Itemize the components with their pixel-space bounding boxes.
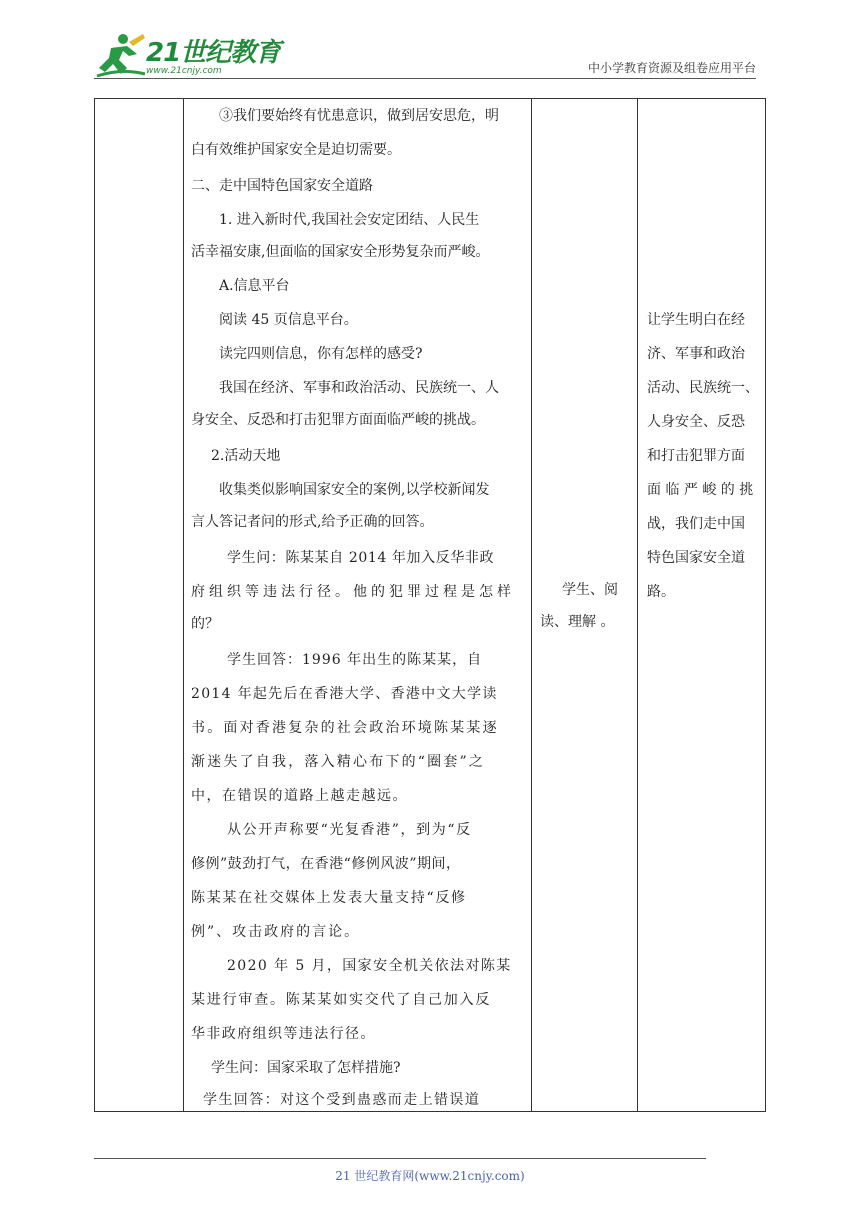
text-line: 陈某某在社交媒体上发表大量支持“反修: [191, 890, 467, 906]
column-divider: [531, 99, 532, 1111]
text-line: 华非政府组织等违法行径。: [191, 1026, 376, 1042]
text-line: 2020 年 5 月，国家安全机关依法对陈某: [227, 958, 512, 974]
column-divider: [183, 99, 184, 1111]
text-line: 中，在错误的道路上越走越远。: [191, 788, 408, 804]
text-line: 2.活动天地: [211, 448, 281, 464]
footer-link[interactable]: 21 世纪教育网(www.21cnjy.com): [335, 1169, 525, 1183]
column-divider: [637, 99, 638, 1111]
text-line: 例”、攻击政府的言论。: [191, 924, 361, 940]
text-line: 1. 进入新时代,我国社会安定团结、人民生: [219, 212, 480, 228]
text-line: 让学生明白在经: [647, 312, 745, 328]
text-line: 某进行审查。陈某某如实交代了自己加入反: [191, 992, 492, 1008]
text-line: 身安全、反恐和打击犯罪方面面临严峻的挑战。: [191, 412, 485, 428]
text-line: 活动、民族统一、: [647, 380, 759, 396]
text-line: 学生回答：对这个受到蛊惑而走上错误道: [203, 1092, 481, 1108]
header-divider: [94, 78, 756, 79]
text-line: 战，我们走中国: [647, 516, 745, 532]
text-line: 言人答记者问的形式,给予正确的回答。: [191, 514, 434, 530]
logo-wordmark: 21世纪教育: [146, 38, 281, 68]
text-line: A.信息平台: [219, 278, 290, 294]
text-line: 二、走中国特色国家安全道路: [191, 178, 373, 194]
text-line: 2014 年起先后在香港大学、香港中文大学读: [191, 686, 498, 702]
text-line: 修例”鼓劲打气，在香港“修例风波”期间，: [191, 856, 461, 872]
text-line: 的？: [191, 616, 219, 632]
text-line: 济、军事和政治: [647, 346, 745, 362]
text-line: 府组织等违法行径。他的犯罪过程是怎样: [191, 584, 515, 600]
text-line: 读、理解 。: [540, 614, 615, 630]
platform-title: 中小学教育资源及组卷应用平台: [587, 61, 756, 75]
logo-url: www.21cnjy.com: [146, 66, 222, 76]
text-line: 收集类似影响国家安全的案例,以学校新闻发: [219, 482, 490, 498]
text-line: 书。面对香港复杂的社会政治环境陈某某逐: [191, 720, 499, 736]
text-line: 学生问：陈某某自 2014 年加入反华非政: [227, 550, 495, 566]
text-line: 我国在经济、军事和政治活动、民族统一、人: [219, 380, 499, 396]
text-line: 和打击犯罪方面: [647, 448, 745, 464]
text-line: 渐迷失了自我，落入精心布下的“圈套”之: [191, 754, 486, 770]
text-line: 特色国家安全道: [647, 550, 745, 566]
text-line: 活幸福安康,但面临的国家安全形势复杂而严峻。: [191, 244, 490, 260]
lesson-table: [94, 98, 766, 1112]
text-line: 读完四则信息，你有怎样的感受?: [219, 346, 423, 362]
footer-divider: [94, 1158, 706, 1159]
text-line: 从公开声称要“光复香港”，到为“反: [227, 822, 472, 838]
text-line: 路。: [647, 584, 675, 600]
text-line: 学生问：国家采取了怎样措施?: [211, 1060, 401, 1076]
text-line: 面 临 严 峻 的 挑: [647, 482, 754, 498]
text-line: 人身安全、反恐: [647, 414, 745, 430]
text-line: 学生回答：1996 年出生的陈某某，自: [227, 652, 483, 668]
page-header: [0, 0, 860, 90]
text-line: 白有效维护国家安全是迫切需要。: [191, 142, 401, 158]
text-line: ③我们要始终有忧患意识，做到居安思危，明: [219, 108, 499, 124]
text-line: 阅读 45 页信息平台。: [219, 312, 358, 328]
text-line: 学生、阅: [562, 582, 618, 598]
